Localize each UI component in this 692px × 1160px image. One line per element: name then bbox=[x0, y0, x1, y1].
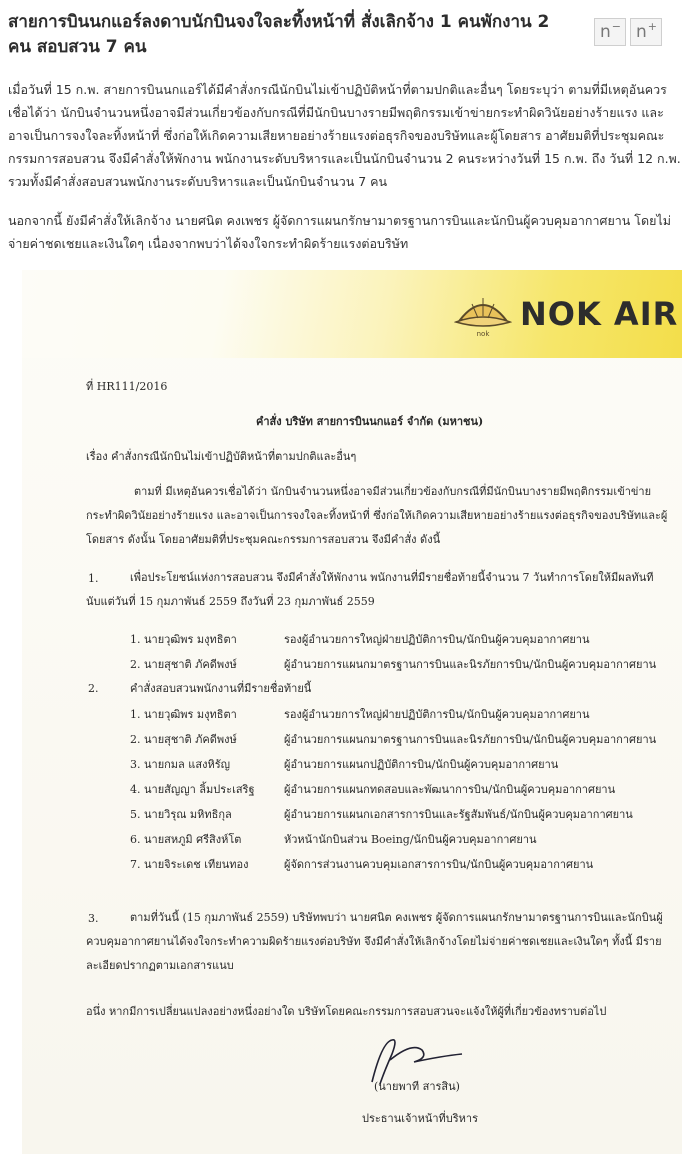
item1-number: 1. bbox=[88, 572, 99, 585]
list-item-name: นายสุชาติ ภัคดีพงษ์ bbox=[144, 733, 237, 746]
list-item-no: 6. bbox=[130, 833, 141, 846]
signer-title: ประธานเจ้าหน้าที่บริหาร bbox=[362, 1112, 479, 1125]
article-paragraph-1: เมื่อวันที่ 15 ก.พ. สายการบินนกแอร์ได้มีคำสั่งกรณีนักบินไม่เข้าปฏิบัติหน้าที่ตามปกติและอื่นๆ โดยระบุว่า ตามที่มีเหตุอันควรเชื่อได้ว่า นักบินจำนวนหนึ่งอาจมีส่วนเกี่ยวข้องกับกรณีที่มีนักบินบางรายมีพฤติกรรมเข้าข่ายกระทำผิดวินัยอย่างร้ายแรง และอาจเป็นการจงใจละทิ้งหน้าที่ ซึ่งก่อให้เกิดความเสียหายอย่างร้ายแรงต่อธุรกิจของบริษัทและผู้โดยสาร อาศัยมติที่ประชุมคณะกรรมการสอบสวน จึงมีคำสั่งให้พักงาน พนักงานระดับบริหารและเป็นนักบินจำนวน 2 คนระหว่างวันที่ 15 ก.พ. ถึง วันที่ 12 ก.พ. รวมทั้งมีคำสั่งสอบสวนพนักงานระดับบริหารและเป็นนักบินจำนวน 7 คน bbox=[8, 82, 681, 189]
list-item-no: 2. bbox=[130, 658, 141, 671]
list-item-position: ผู้อำนวยการแผนกมาตรฐานการบินและนิรภัยการบิน/นักบินผู้ควบคุมอากาศยาน bbox=[284, 733, 657, 746]
list-item-no: 7. bbox=[130, 858, 141, 871]
list-item-name: นายกมล แสงหิรัญ bbox=[144, 758, 230, 771]
list-item-name: นายสัญญา ลิ้มประเสริฐ bbox=[144, 783, 255, 796]
list-item-name: นายวุฒิพร มงุทธิตา bbox=[144, 708, 237, 721]
list-item-position: หัวหน้านักบินส่วน Boeing/นักบินผู้ควบคุมอากาศยาน bbox=[284, 833, 537, 846]
minus-icon: − bbox=[611, 19, 621, 33]
doc-intro: ตามที่ มีเหตุอันควรเชื่อได้ว่า นักบินจำนวนหนึ่งอาจมีส่วนเกี่ยวข้องกับกรณีที่มีนักบินบางรายมีพฤติกรรมเข้าข่ายกระทำผิดวินัยอย่างร้ายแรง และอาจเป็นการจงใจละทิ้งหน้าที่ ซึ่งก่อให้เกิดความเสียหายอย่างร้ายแรงต่อธุรกิจของบริษัทและผู้โดยสาร ดังนั้น โดยอาศัยมติที่ประชุมคณะกรรมการสอบสวน จึงมีคำสั่ง ดังนี้ bbox=[86, 485, 668, 546]
article-paragraph-2: นอกจากนี้ ยังมีคำสั่งให้เลิกจ้าง นายศนิต คงเพชร ผู้จัดการแผนกรักษามาตรฐานการบินและนักบินผู้ควบคุมอากาศยาน โดยไม่จ่ายค่าชดเชยและเงินใดๆ เนื่องจากพบว่าได้จงใจกระทำผิดร้ายแรงต่อบริษัท bbox=[8, 213, 671, 251]
list-item-no: 1. bbox=[130, 633, 141, 646]
brand-name: NOK AIR bbox=[520, 295, 679, 333]
decrease-font-icon: n bbox=[600, 22, 611, 42]
doc-ref-no: ที่ HR111/2016 bbox=[86, 380, 168, 393]
plus-icon: + bbox=[647, 19, 657, 33]
list-item-name: นายจิระเดช เทียนทอง bbox=[144, 858, 249, 871]
article-title: สายการบินนกแอร์ลงดาบนักบินจงใจละทิ้งหน้าที่ สั่งเลิกจ้าง 1 คนพักงาน 2 คน สอบสวน 7 คน bbox=[8, 12, 550, 57]
list-item-position: ผู้จัดการส่วนงานควบคุมเอกสารการบิน/นักบินผู้ควบคุมอากาศยาน bbox=[284, 858, 594, 871]
list-item-position: ผู้อำนวยการแผนกมาตรฐานการบินและนิรภัยการบิน/นักบินผู้ควบคุมอากาศยาน bbox=[284, 658, 657, 671]
font-size-controls bbox=[594, 18, 662, 46]
list-item-position: รองผู้อำนวยการใหญ่ฝ่ายปฏิบัติการบิน/นักบินผู้ควบคุมอากาศยาน bbox=[284, 633, 590, 646]
bird-hat-icon bbox=[454, 290, 512, 338]
list-item-name: นายสุชาติ ภัคดีพงษ์ bbox=[144, 658, 237, 671]
item2-text: คำสั่งสอบสวนพนักงานที่มีรายชื่อท้ายนี้ bbox=[130, 682, 312, 695]
signer-name: (นายพาที สารสิน) bbox=[374, 1080, 460, 1093]
list-item-position: ผู้อำนวยการแผนกทดสอบและพัฒนาการบิน/นักบินผู้ควบคุมอากาศยาน bbox=[284, 783, 616, 796]
item2-number: 2. bbox=[88, 682, 99, 695]
nok-air-logo bbox=[454, 290, 678, 338]
list-item-no: 4. bbox=[130, 783, 141, 796]
increase-font-icon: n bbox=[636, 22, 647, 42]
list-item-no: 5. bbox=[130, 808, 141, 821]
closing-note: อนึ่ง หากมีการเปลี่ยนแปลงอย่างหนึ่งอย่างใด บริษัทโดยคณะกรรมการสอบสวนจะแจ้งให้ผู้ที่เกี่ยวข้องทราบต่อไป bbox=[86, 1005, 607, 1018]
decrease-font-button[interactable] bbox=[594, 18, 626, 46]
list-item-no: 2. bbox=[130, 733, 141, 746]
order-document-image bbox=[22, 270, 682, 1154]
item3-text: ตามที่วันนี้ (15 กุมภาพันธ์ 2559) บริษัทพบว่า นายศนิต คงเพชร ผู้จัดการแผนกรักษามาตรฐานการบินและนักบินผู้ควบคุมอากาศยานได้จงใจกระทำความผิดร้ายแรงต่อบริษัท จึงมีคำสั่งให้เลิกจ้างโดยไม่จ่ายค่าชดเชยและเงินใดๆ ทั้งนี้ มีรายละเอียดปรากฏตามเอกสารแนบ bbox=[86, 911, 663, 972]
list-item-name: นายสหภูมิ ศรีสิงห์โต bbox=[144, 833, 242, 846]
list-item-name: นายวิรุณ มหิทธิกุล bbox=[144, 808, 232, 821]
increase-font-button[interactable] bbox=[630, 18, 662, 46]
list-item-position: รองผู้อำนวยการใหญ่ฝ่ายปฏิบัติการบิน/นักบินผู้ควบคุมอากาศยาน bbox=[284, 708, 590, 721]
list-item-no: 3. bbox=[130, 758, 141, 771]
doc-heading: คำสั่ง บริษัท สายการบินนกแอร์ จำกัด (มหาชน) bbox=[256, 415, 484, 428]
list-item-name: นายวุฒิพร มงุทธิตา bbox=[144, 633, 237, 646]
doc-subject: เรื่อง คำสั่งกรณีนักบินไม่เข้าปฏิบัติหน้าที่ตามปกติและอื่นๆ bbox=[86, 450, 357, 463]
item1-text: เพื่อประโยชน์แห่งการสอบสวน จึงมีคำสั่งให้พักงาน พนักงานที่มีรายชื่อท้ายนี้จำนวน 7 วันทำการโดยให้มีผลทันที นับแต่วันที่ 15 กุมภาพันธ์ 2559 ถึงวันที่ 23 กุมภาพันธ์ 2559 bbox=[86, 571, 654, 608]
list-item-position: ผู้อำนวยการแผนกเอกสารการบินและรัฐสัมพันธ์/นักบินผู้ควบคุมอากาศยาน bbox=[284, 808, 633, 821]
item3-number: 3. bbox=[88, 912, 99, 925]
logo-small-text: nok bbox=[476, 330, 490, 338]
list-item-position: ผู้อำนวยการแผนกปฏิบัติการบิน/นักบินผู้ควบคุมอากาศยาน bbox=[284, 758, 559, 771]
list-item-no: 1. bbox=[130, 708, 141, 721]
